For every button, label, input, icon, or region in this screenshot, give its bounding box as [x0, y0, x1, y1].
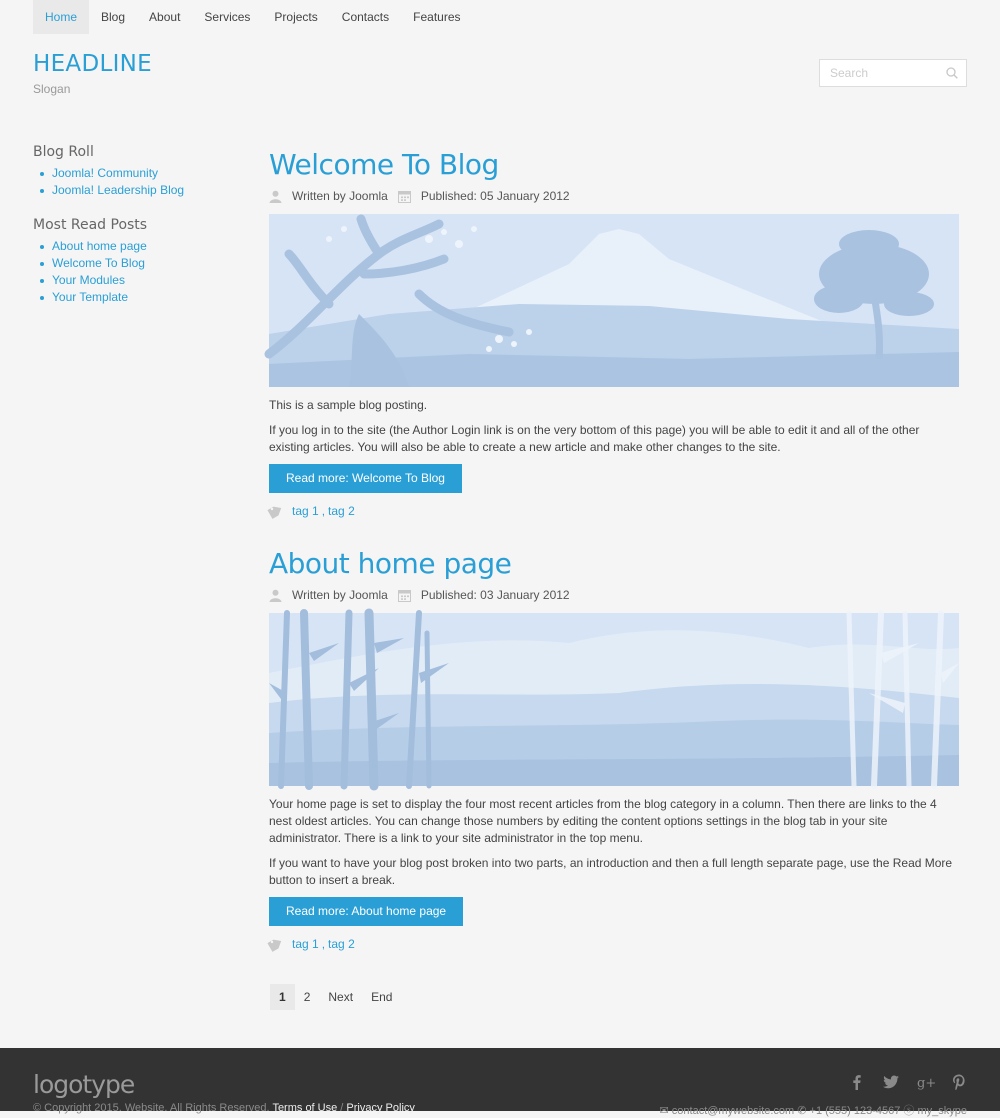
nav-home[interactable]: Home [33, 0, 89, 34]
user-icon [269, 190, 282, 203]
calendar-icon [398, 190, 411, 203]
read-more-button[interactable]: Read more: About home page [269, 897, 463, 926]
article-date: Published: 03 January 2012 [420, 588, 570, 602]
article-paragraph: If you log in to the site (the Author Login link is on the very bottom of this page) you will be able to edit it and all of the other existing articles. You will also be able to create a new article and make other changes to the site. [269, 423, 920, 454]
facebook-icon[interactable] [849, 1074, 865, 1090]
site-slogan: Slogan [33, 82, 71, 96]
nav-about[interactable]: About [149, 10, 181, 24]
twitter-icon[interactable] [883, 1074, 899, 1090]
nav-blog[interactable]: Blog [101, 10, 126, 24]
article-meta [269, 587, 959, 603]
article-meta [269, 188, 959, 204]
list-item [33, 238, 233, 255]
article-author: Written by Joomla [292, 189, 388, 203]
article-title[interactable]: Welcome To Blog [269, 148, 499, 181]
page-next[interactable]: Next [328, 990, 354, 1004]
read-more-button[interactable]: Read more: Welcome To Blog [269, 464, 462, 493]
blogroll-title: Blog Roll [33, 144, 94, 160]
list-item [33, 182, 233, 199]
tag-separator: , [321, 937, 326, 951]
article-image-mountain [269, 214, 959, 387]
privacy-link[interactable]: Privacy Policy [346, 1102, 415, 1114]
blog-article [269, 148, 959, 518]
copyright-text: © Copyright 2015. Website. All Rights Reserved. [33, 1102, 270, 1114]
tag-link[interactable]: tag 2 [328, 504, 355, 518]
mostread-link[interactable]: Your Template [52, 290, 129, 304]
nav-features[interactable]: Features [413, 10, 461, 24]
footer-contacts: ✉ contact@mywebsite.com ✆ +1 (555) 123-4567 ⓢ my_skype [659, 1105, 967, 1117]
mostread-link[interactable]: Your Modules [52, 273, 125, 287]
search-box [819, 59, 967, 87]
list-item [33, 255, 233, 272]
terms-link[interactable]: Terms of Use [272, 1102, 338, 1114]
google-plus-icon[interactable] [917, 1074, 937, 1091]
list-item [33, 272, 233, 289]
article-author: Written by Joomla [292, 588, 388, 602]
list-item [33, 289, 233, 306]
tag-icon [269, 505, 283, 517]
tag-separator: , [321, 504, 326, 518]
mostread-list [33, 238, 233, 306]
article-tags [269, 504, 959, 518]
pagination [270, 984, 401, 1010]
list-item [33, 165, 233, 182]
search-input[interactable] [820, 60, 940, 86]
mostread-link[interactable]: About home page [52, 239, 147, 253]
site-headline[interactable]: HEADLINE [33, 51, 153, 77]
blogroll-link[interactable]: Joomla! Community [52, 166, 159, 180]
sidebar [33, 144, 233, 324]
article-tags [269, 937, 959, 951]
nav-services[interactable]: Services [204, 10, 251, 24]
footer-logo[interactable]: logotype [33, 1070, 135, 1099]
blogroll-link[interactable]: Joomla! Leadership Blog [52, 183, 185, 197]
pinterest-icon[interactable] [951, 1074, 967, 1090]
article-paragraph: This is a sample blog posting. [269, 398, 428, 412]
tag-link[interactable]: tag 1 [292, 504, 319, 518]
blog-article [269, 547, 959, 951]
user-icon [269, 589, 282, 602]
article-image-bamboo [269, 613, 959, 786]
copyright [33, 1102, 415, 1114]
main-nav [33, 0, 473, 34]
page-end[interactable]: End [371, 990, 393, 1004]
search-icon[interactable] [946, 67, 958, 79]
footer-divider: / [340, 1102, 344, 1114]
article-date: Published: 05 January 2012 [420, 189, 570, 203]
nav-projects[interactable]: Projects [274, 10, 318, 24]
page-1[interactable]: 1 [270, 984, 295, 1010]
article-title[interactable]: About home page [269, 547, 512, 580]
tag-icon [269, 938, 283, 950]
article-paragraph: Your home page is set to display the four most recent articles from the blog category in a column. Then there are links to the 4 nest oldest articles. You can change those numbers by editing the content options settings in the blog tab in your site administrator. There is a link to your site administrator in the top menu. [269, 797, 937, 845]
tag-link[interactable]: tag 2 [328, 937, 355, 951]
article-paragraph: If you want to have your blog post broken into two parts, an introduction and then a full length separate page, use the Read More button to insert a break. [269, 856, 953, 887]
nav-contacts[interactable]: Contacts [341, 10, 390, 24]
calendar-icon [398, 589, 411, 602]
blogroll-list [33, 165, 233, 199]
tag-link[interactable]: tag 1 [292, 937, 319, 951]
footer [0, 1048, 1000, 1117]
mostread-link[interactable]: Welcome To Blog [52, 256, 145, 270]
mostread-title: Most Read Posts [33, 217, 148, 233]
social-links [849, 1074, 967, 1090]
page-2[interactable]: 2 [303, 990, 311, 1004]
svg-text:g+: g+ [917, 1076, 937, 1091]
